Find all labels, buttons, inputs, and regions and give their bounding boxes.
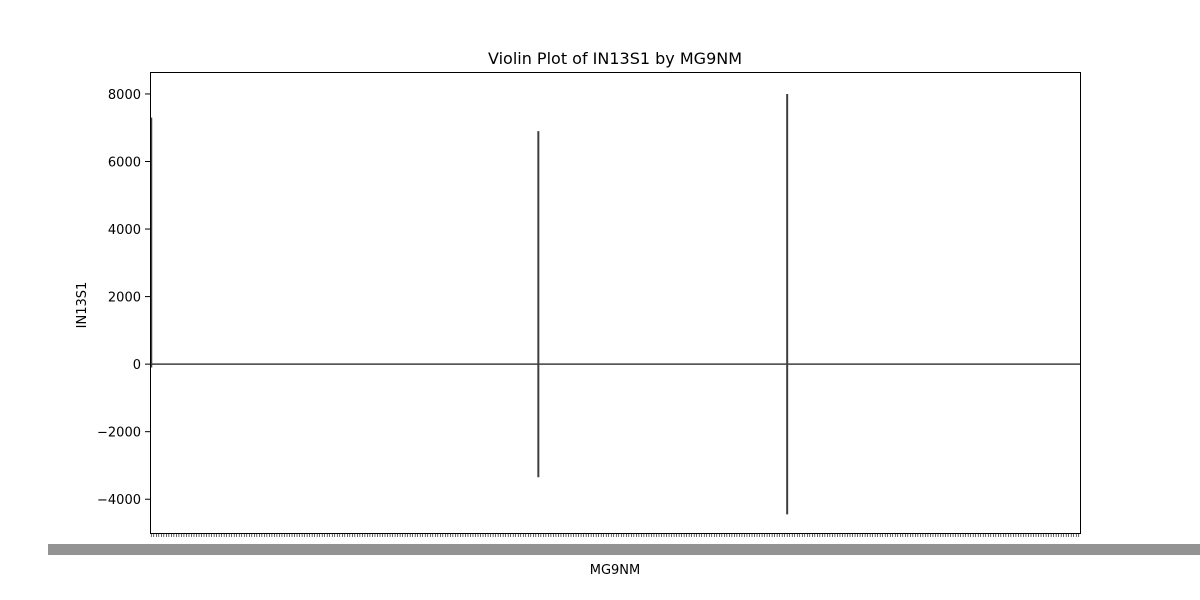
- y-axis-label: IN13S1: [75, 281, 90, 329]
- y-tick-label: −2000: [97, 425, 141, 441]
- y-tick-label: 8000: [107, 87, 141, 103]
- chart-title: Violin Plot of IN13S1 by MG9NM: [487, 49, 743, 68]
- x-tick-label-band: [48, 544, 1200, 555]
- y-tick-label: 2000: [107, 290, 141, 306]
- x-axis-label: MG9NM: [589, 563, 641, 578]
- x-tick-layer: [48, 533, 1200, 555]
- y-tick-label: 0: [132, 358, 141, 374]
- plot-frame: [151, 73, 1081, 534]
- y-tick-label: 4000: [107, 223, 141, 239]
- y-tick-label: 6000: [107, 155, 141, 171]
- violin-layer: [150, 94, 1080, 514]
- y-axis: [97, 88, 150, 508]
- y-tick-label: −4000: [97, 493, 141, 509]
